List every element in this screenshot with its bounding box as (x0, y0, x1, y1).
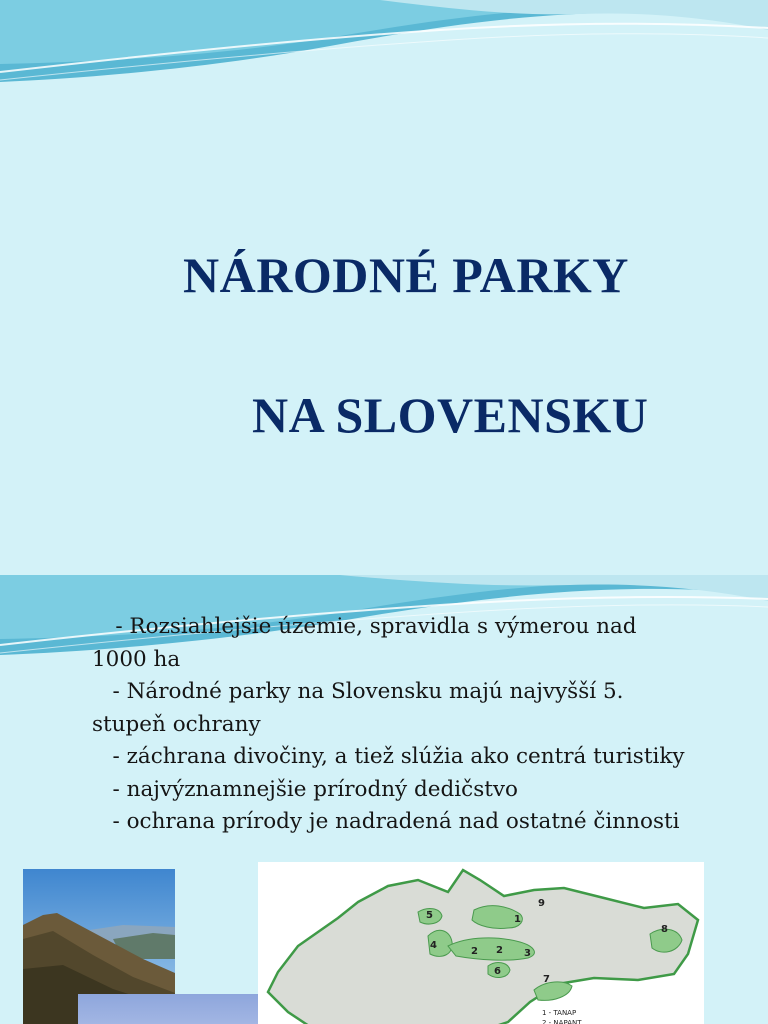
map-marker: 2 (496, 945, 503, 956)
map-marker: 9 (538, 898, 545, 909)
map-legend-item: 1 - TANAP (542, 1009, 577, 1017)
map-marker: 8 (661, 924, 668, 935)
map-marker: 3 (524, 948, 531, 959)
wave-decoration (0, 0, 768, 110)
map-marker: 4 (430, 940, 437, 951)
map-marker: 1 (514, 914, 521, 925)
title-line-2: NA SLOVENSKU (252, 387, 649, 443)
bullet-line: - Národné parky na Slovensku majú najvyšší 5. (92, 679, 624, 704)
map-marker: 5 (426, 910, 433, 921)
lake-photo (78, 994, 260, 1024)
bullet-line: - ochrana prírody je nadradená nad ostatné činnosti (92, 809, 680, 834)
map-legend-item: 2 - NAPANT (542, 1019, 582, 1024)
title-line-1: NÁRODNÉ PARKY (183, 247, 629, 303)
bullet-line: 1000 ha (92, 646, 181, 672)
content-slide (0, 575, 768, 1024)
bullet-list (88, 611, 732, 839)
map-marker: 7 (543, 974, 550, 985)
bullet-line: - záchrana divočiny, a tiež slúžia ako centrá turistiky (92, 744, 685, 769)
slovakia-parks-map (258, 862, 704, 1024)
map-marker: 2 (471, 946, 478, 957)
bullet-line: - Rozsiahlejšie územie, spravidla s výmerou nad (88, 614, 637, 639)
bullet-line: - najvýznamnejšie prírodný dedičstvo (92, 776, 518, 802)
map-marker: 6 (494, 966, 501, 977)
bullet-line: stupeň ochrany (92, 711, 261, 737)
